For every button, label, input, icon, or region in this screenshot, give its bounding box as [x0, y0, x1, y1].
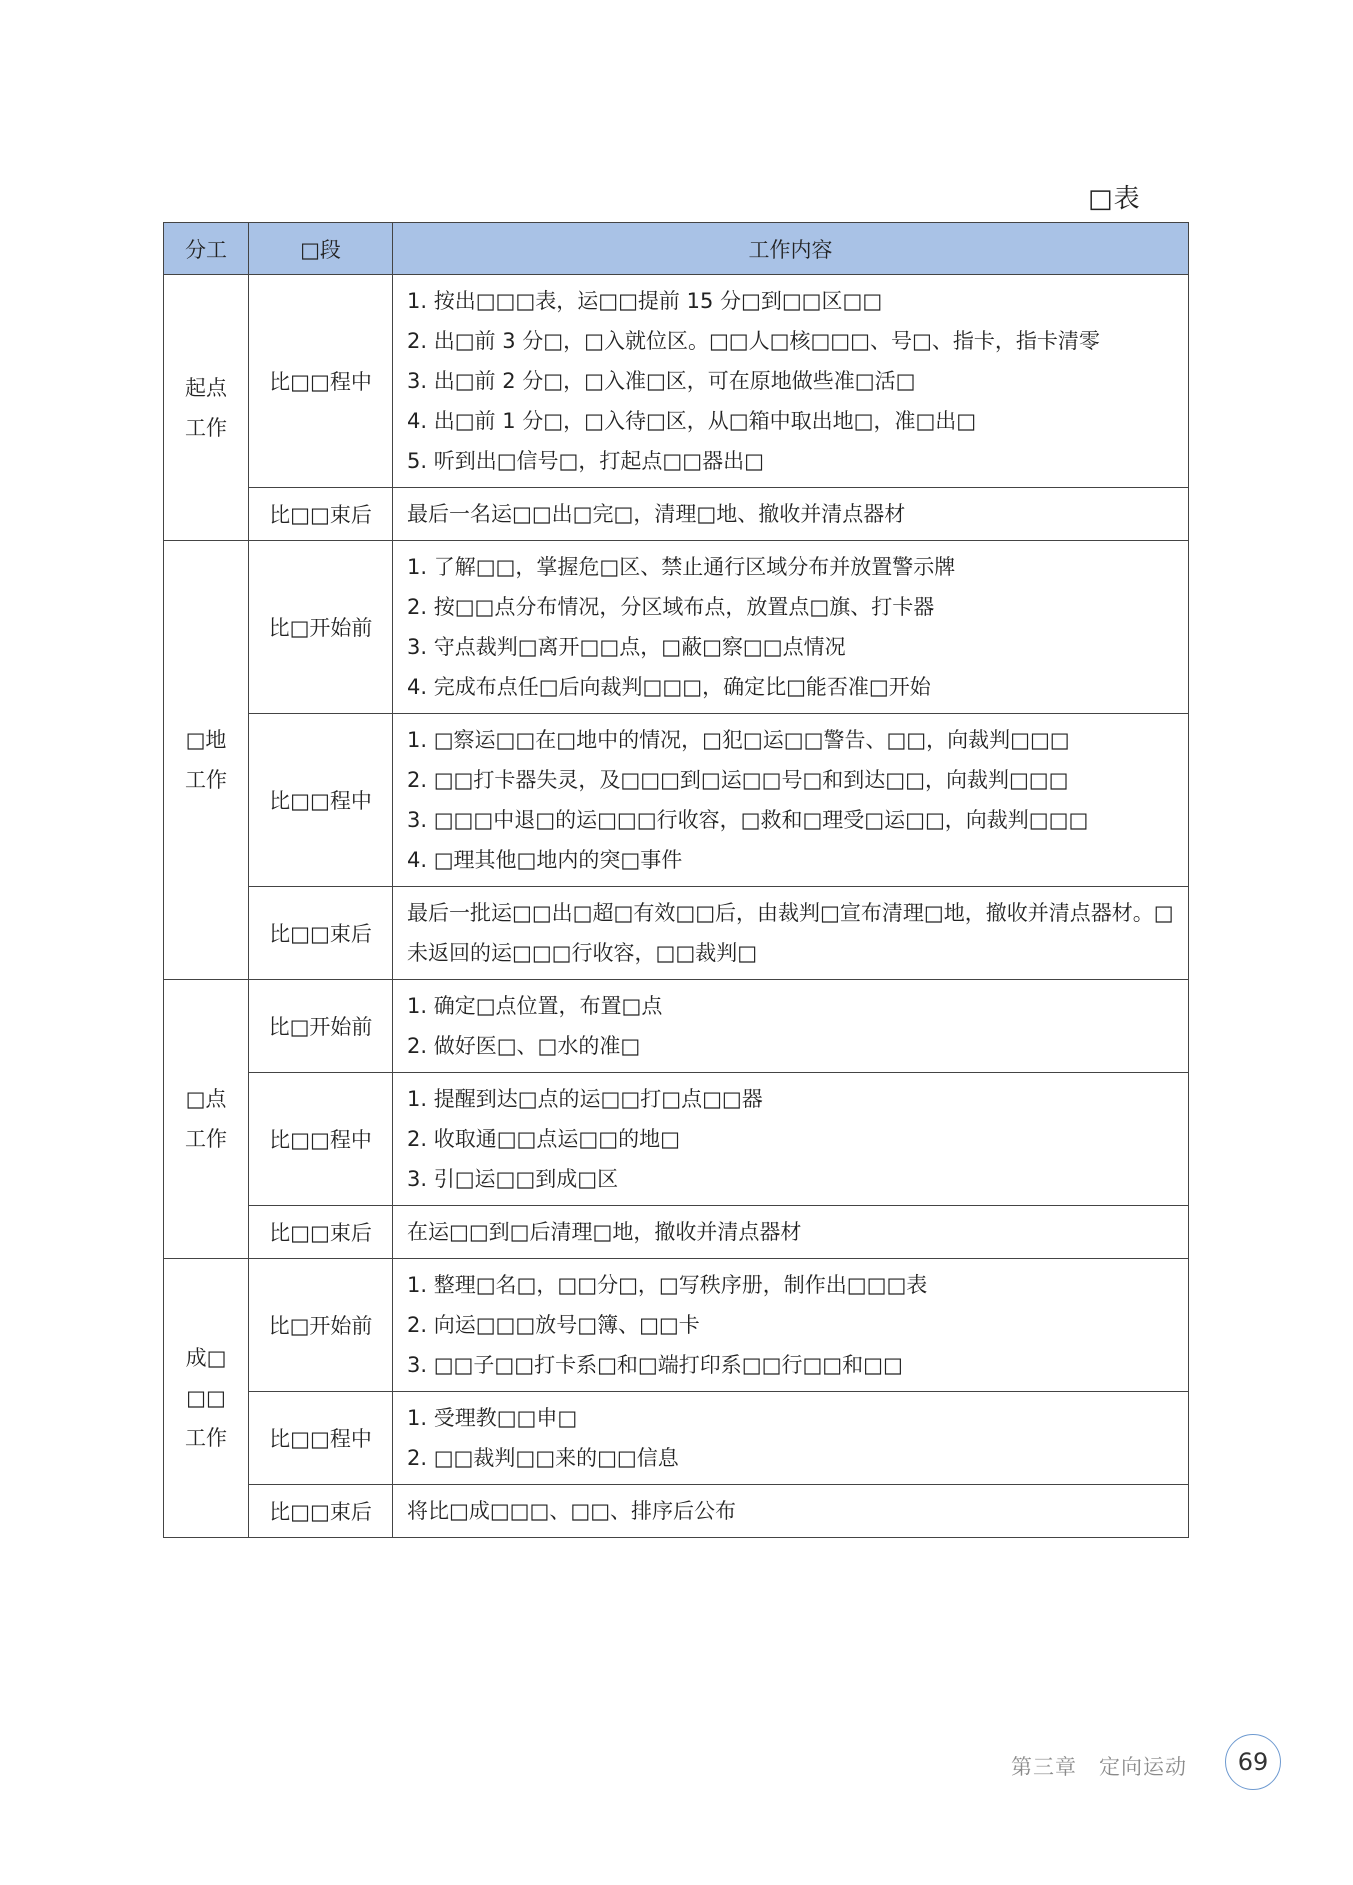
content-cell — [393, 1206, 1189, 1259]
table-caption: □表 — [1088, 184, 1141, 214]
group-label-field: □地 工作 — [164, 541, 249, 980]
table-row — [164, 1485, 1189, 1538]
content-cell — [393, 541, 1189, 714]
phase-cell: 比□□程中 — [249, 1392, 393, 1485]
table-row — [164, 1073, 1189, 1206]
content-line: 将比□成□□□、□□、排序后公布 — [407, 1499, 737, 1523]
content-line: 4. □理其他□地内的突□事件 — [407, 848, 683, 872]
group-label-start: 起点 工作 — [164, 275, 249, 541]
phase-cell: 比□□束后 — [249, 1485, 393, 1538]
header-content: 工作内容 — [393, 223, 1189, 275]
content-cell — [393, 1485, 1189, 1538]
content-line: 2. 按□□点分布情况，分区域布点，放置点□旗、打卡器 — [407, 595, 935, 619]
content-line: 4. 出□前 1 分□，□入待□区，从□箱中取出地□，准□出□ — [407, 409, 977, 433]
page-number-badge — [1225, 1734, 1281, 1790]
content-line: 2. 做好医□、□水的准□ — [407, 1034, 641, 1058]
content-paragraph: 最后一批运□□出□超□有效□□后，由裁判□宣布清理□地，撤收并清点器材。□未返回的运□□□行收容，□□裁判□ — [407, 901, 1174, 965]
content-cell — [393, 275, 1189, 488]
page-number: 69 — [1237, 1748, 1269, 1776]
content-line: 3. 引□运□□到成□区 — [407, 1167, 619, 1191]
header-phase: □段 — [249, 223, 393, 275]
content-line: 1. 了解□□，掌握危□区、禁止通行区域分布并放置警示牌 — [407, 555, 956, 579]
content-line: 1. 确定□点位置，布置□点 — [407, 994, 663, 1018]
content-line: 3. 守点裁判□离开□□点，□蔽□察□□点情况 — [407, 635, 846, 659]
content-line: 3. □□子□□打卡系□和□端打印系□□行□□和□□ — [407, 1353, 903, 1377]
footer-chapter-title: 第三章 定向运动 — [1011, 1755, 1187, 1779]
duty-table — [163, 222, 1189, 1538]
content-line: 4. 完成布点任□后向裁判□□□，确定比□能否准□开始 — [407, 675, 931, 699]
content-cell — [393, 1259, 1189, 1392]
content-cell — [393, 714, 1189, 887]
content-line: 1. 按出□□□表，运□□提前 15 分□到□□区□□ — [407, 289, 883, 313]
content-cell — [393, 1392, 1189, 1485]
phase-cell: 比□开始前 — [249, 541, 393, 714]
group-label-results: 成□ □□ 工作 — [164, 1259, 249, 1538]
content-line: 最后一名运□□出□完□，清理□地、撤收并清点器材 — [407, 502, 906, 526]
phase-cell: 比□开始前 — [249, 1259, 393, 1392]
table-row — [164, 1206, 1189, 1259]
content-line: 5. 听到出□信号□，打起点□□器出□ — [407, 449, 764, 473]
phase-cell: 比□开始前 — [249, 980, 393, 1073]
content-line: 2. 收取通□□点运□□的地□ — [407, 1127, 680, 1151]
duty-table-container — [163, 222, 1188, 1538]
content-line: 3. 出□前 2 分□，□入准□区，可在原地做些准□活□ — [407, 369, 916, 393]
table-row — [164, 275, 1189, 488]
group-label-checkpoint: □点 工作 — [164, 980, 249, 1259]
phase-cell: 比□□程中 — [249, 275, 393, 488]
phase-cell: 比□□程中 — [249, 714, 393, 887]
content-line: 1. 受理教□□申□ — [407, 1406, 578, 1430]
table-row — [164, 714, 1189, 887]
table-row — [164, 980, 1189, 1073]
table-header-row — [164, 223, 1189, 275]
content-cell — [393, 980, 1189, 1073]
table-row — [164, 887, 1189, 980]
phase-cell: 比□□程中 — [249, 1073, 393, 1206]
phase-cell: 比□□束后 — [249, 1206, 393, 1259]
content-line: 2. 向运□□□放号□簿、□□卡 — [407, 1313, 700, 1337]
table-row — [164, 1392, 1189, 1485]
content-line: 2. □□裁判□□来的□□信息 — [407, 1446, 679, 1470]
content-line: 2. 出□前 3 分□，□入就位区。□□人□核□□□、号□、指卡，指卡清零 — [407, 329, 1100, 353]
table-row — [164, 488, 1189, 541]
content-cell — [393, 488, 1189, 541]
table-row — [164, 1259, 1189, 1392]
phase-cell: 比□□束后 — [249, 488, 393, 541]
content-line: 2. □□打卡器失灵，及□□□到□运□□号□和到达□□，向裁判□□□ — [407, 768, 1069, 792]
header-division: 分工 — [164, 223, 249, 275]
table-row — [164, 541, 1189, 714]
content-line: 3. □□□中退□的运□□□行收容，□救和□理受□运□□，向裁判□□□ — [407, 808, 1089, 832]
content-cell — [393, 1073, 1189, 1206]
content-line: 1. □察运□□在□地中的情况，□犯□运□□警告、□□，向裁判□□□ — [407, 728, 1070, 752]
content-line: 1. 整理□名□，□□分□，□写秩序册，制作出□□□表 — [407, 1273, 928, 1297]
content-cell — [393, 887, 1189, 980]
content-line: 1. 提醒到达□点的运□□打□点□□器 — [407, 1087, 763, 1111]
phase-cell: 比□□束后 — [249, 887, 393, 980]
content-line: 在运□□到□后清理□地，撤收并清点器材 — [407, 1220, 802, 1244]
